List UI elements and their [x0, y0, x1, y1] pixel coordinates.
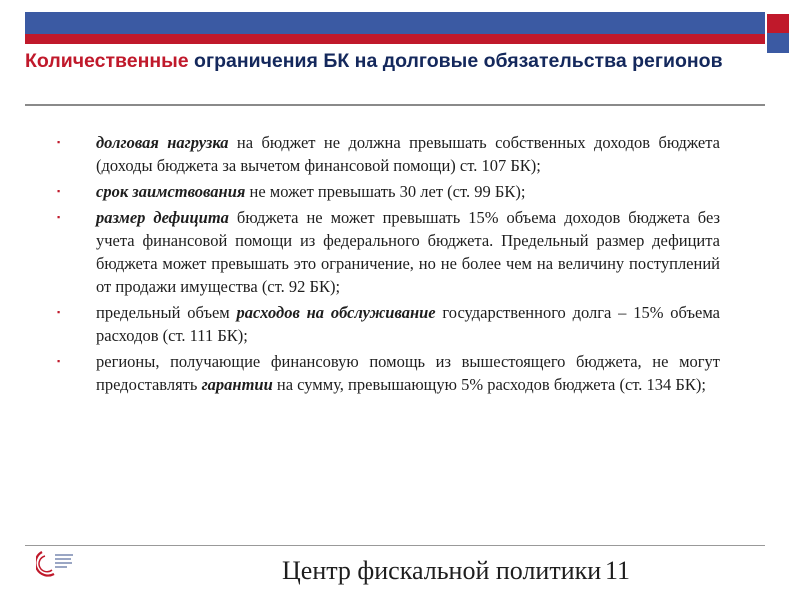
footer-text: Центр фискальной политики	[282, 556, 602, 585]
item-text: регионы, получающие финансовую помощь из вышестоящего бюджета, не могут предоставлять	[96, 352, 720, 394]
header-corner-square-red	[767, 14, 789, 34]
bullet-icon: ▪	[57, 356, 61, 366]
bullet-icon: ▪	[57, 212, 61, 222]
list-item	[50, 180, 720, 203]
key-term: долговая нагрузка	[96, 133, 229, 152]
bullet-icon: ▪	[57, 137, 61, 147]
item-text: государственного долга – 15% объема расходов (ст. 111 БК);	[96, 303, 720, 345]
slide-title-accent: Количественные	[25, 50, 189, 72]
list-item	[50, 301, 720, 347]
item-text: на бюджет не должна превышать собственных доходов бюджета (доходы бюджета за вычетом финансовой помощи) ст. 107 БК);	[96, 133, 720, 175]
bullet-icon: ▪	[57, 307, 61, 317]
item-text: предельный объем	[96, 303, 237, 322]
bullet-list	[50, 131, 720, 399]
item-text: не может превышать 30 лет (ст. 99 БК);	[245, 182, 526, 201]
center-logo-icon	[36, 548, 76, 578]
list-item	[50, 131, 720, 177]
key-term: срок заимствования	[96, 182, 246, 201]
title-divider	[25, 104, 765, 106]
header-blue-bar	[25, 12, 765, 34]
slide-title	[25, 48, 765, 75]
footer-divider	[25, 545, 765, 546]
key-term: гарантии	[201, 375, 273, 394]
key-term: размер дефицита	[96, 208, 229, 227]
item-text: на сумму, превышающую 5% расходов бюджета (ст. 134 БК);	[272, 375, 706, 394]
list-item	[50, 206, 720, 298]
header-red-bar	[25, 34, 765, 44]
bullet-icon: ▪	[57, 186, 61, 196]
slide-title-rest: ограничения БК на долговые обязательства регионов	[188, 50, 723, 72]
list-item	[50, 350, 720, 396]
page-number: 11	[605, 556, 631, 585]
key-term: расходов на обслуживание	[236, 303, 436, 322]
item-text: бюджета не может превышать 15% объема доходов бюджета без учета финансовой помощи из федерального бюджета. Предельный размер дефицита бюджета может превышать это ограничение, но не более чем на величину поступлений от продажи имущества (ст. 92 БК);	[96, 208, 720, 296]
header-corner-square-blue	[767, 33, 789, 53]
